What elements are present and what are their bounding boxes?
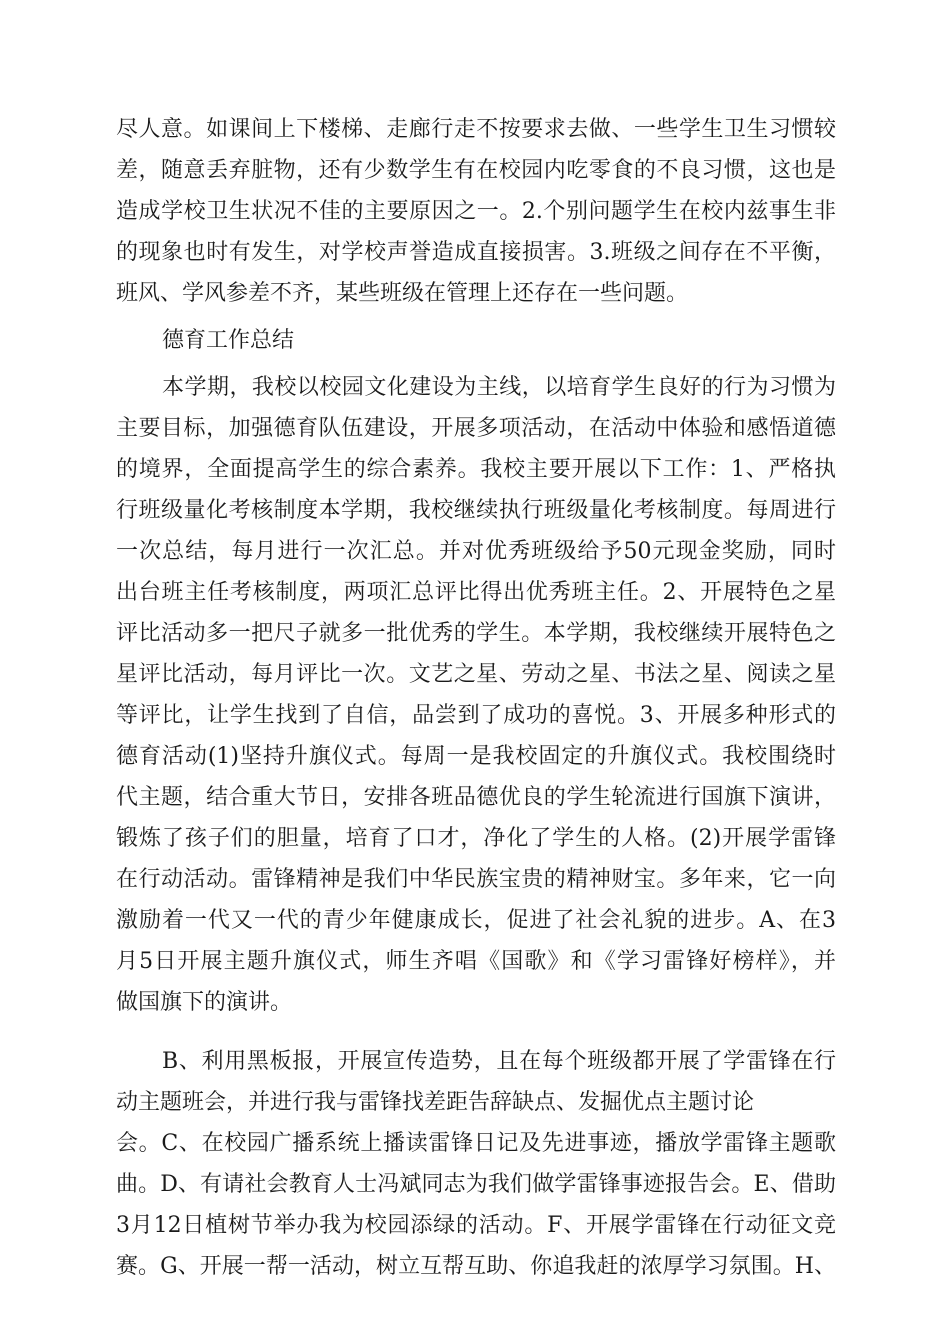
text-line: 月5日开展主题升旗仪式，师生齐唱《国歌》和《学习雷锋好榜样》，并 — [116, 949, 836, 974]
text-line: 德育活动(1)坚持升旗仪式。每周一是我校固定的升旗仪式。我校围绕时 — [116, 744, 836, 769]
text-line: 曲。D、有请社会教育人士冯斌同志为我们做学雷锋事迹报告会。E、借助 — [116, 1172, 836, 1197]
text-line: 差，随意丢弃脏物，还有少数学生有在校园内吃零食的不良习惯，这也是 — [116, 158, 836, 183]
text-line: 评比活动多一把尺子就多一批优秀的学生。本学期，我校继续开展特色之 — [116, 621, 836, 646]
text-line: 的现象也时有发生，对学校声誉造成直接损害。3.班级之间存在不平衡， — [116, 240, 836, 265]
text-line: 锻炼了孩子们的胆量，培育了口才，净化了学生的人格。(2)开展学雷锋 — [116, 826, 836, 851]
text-line: 赛。G、开展一帮一活动，树立互帮互助、你追我赶的浓厚学习氛围。H、 — [116, 1254, 836, 1279]
text-line: 出台班主任考核制度，两项汇总评比得出优秀班主任。2、开展特色之星 — [116, 580, 836, 605]
text-line: 行班级量化考核制度本学期，我校继续执行班级量化考核制度。每周进行 — [116, 498, 836, 523]
text-line: 做国旗下的演讲。 — [116, 990, 293, 1015]
text-line: 等评比，让学生找到了自信，品尝到了成功的喜悦。3、开展多种形式的 — [116, 703, 836, 728]
text-line: 3月12日植树节举办我为校园添绿的活动。F、开展学雷锋在行动征文竞 — [116, 1213, 836, 1238]
text-line: 主要目标，加强德育队伍建设，开展多项活动，在活动中体验和感悟道德 — [116, 416, 836, 441]
text-line: 造成学校卫生状况不佳的主要原因之一。2.个别问题学生在校内兹事生非 — [116, 199, 836, 224]
text-line: 在行动活动。雷锋精神是我们中华民族宝贵的精神财宝。多年来，它一向 — [116, 867, 836, 892]
text-line: 班风、学风参差不齐，某些班级在管理上还存在一些问题。 — [116, 281, 689, 306]
text-line: B、利用黑板报，开展宣传造势，且在每个班级都开展了学雷锋在行 — [162, 1049, 836, 1074]
text-line: 星评比活动，每月评比一次。文艺之星、劳动之星、书法之星、阅读之星 — [116, 662, 836, 687]
text-line: 激励着一代又一代的青少年健康成长，促进了社会礼貌的进步。A、在3 — [116, 908, 836, 933]
text-line: 一次总结，每月进行一次汇总。并对优秀班级给予50元现金奖励，同时 — [116, 539, 836, 564]
text-line: 代主题，结合重大节日，安排各班品德优良的学生轮流进行国旗下演讲， — [116, 785, 836, 810]
text-line: 会。C、在校园广播系统上播读雷锋日记及先进事迹，播放学雷锋主题歌 — [116, 1131, 836, 1156]
text-line: 尽人意。如课间上下楼梯、走廊行走不按要求去做、一些学生卫生习惯较 — [116, 117, 836, 142]
section-heading: 德育工作总结 — [162, 328, 295, 353]
text-line: 本学期，我校以校园文化建设为主线，以培育学生良好的行为习惯为 — [162, 375, 836, 400]
text-line: 动主题班会，并进行我与雷锋找差距告辞缺点、发掘优点主题讨论 — [116, 1090, 755, 1115]
text-line: 的境界，全面提高学生的综合素养。我校主要开展以下工作：1、严格执 — [116, 457, 836, 482]
